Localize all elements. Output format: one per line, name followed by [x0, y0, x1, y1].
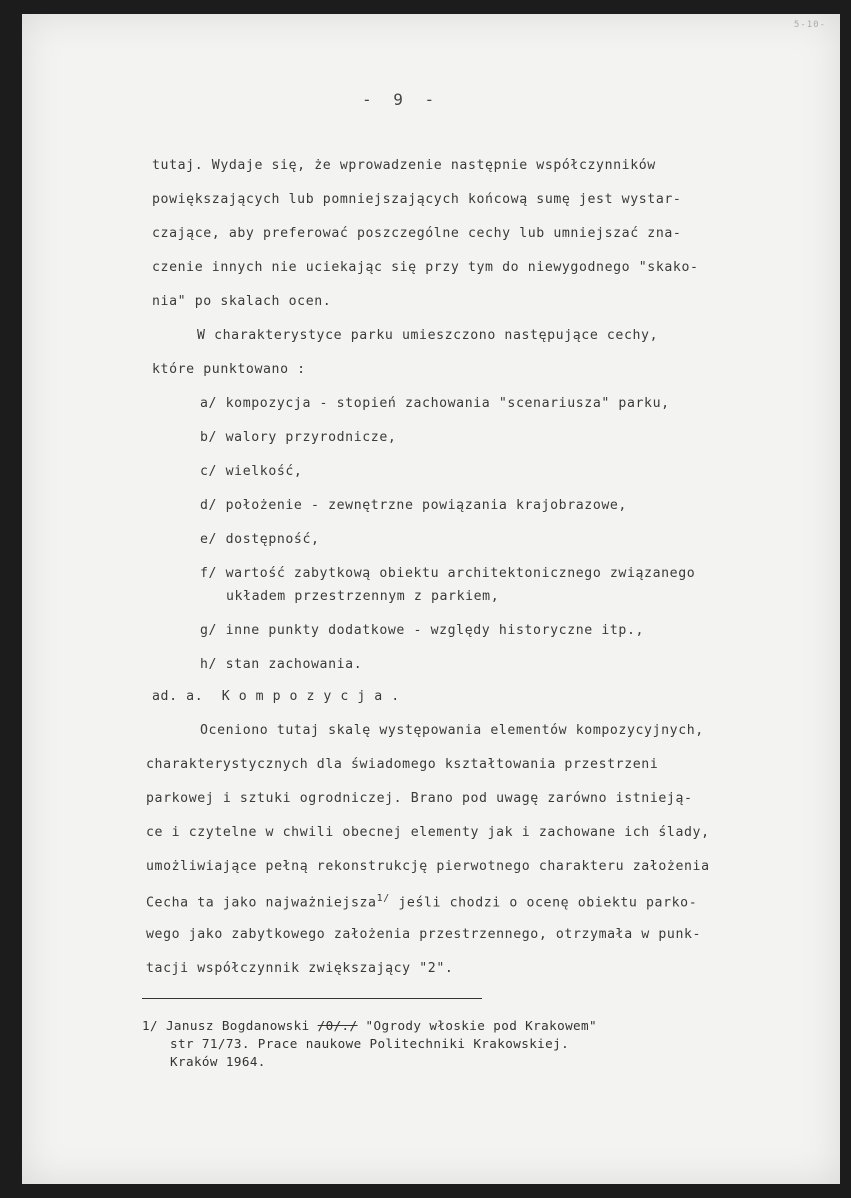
list-item-c: c/ wielkość,	[200, 464, 303, 479]
paragraph-3-line-2: charakterystycznych dla świadomego kształtowania przestrzeni	[146, 757, 659, 772]
section-heading	[152, 689, 408, 704]
footnote-reference: 1/	[376, 893, 390, 904]
paragraph-1-line-4: czenie innych nie uciekając się przy tym do niewygodnego "skako-	[152, 260, 699, 275]
paragraph-3-line-6	[146, 893, 697, 910]
footnote-line-1	[142, 1018, 597, 1033]
paragraph-1-line-5: nia" po skalach ocen.	[152, 294, 332, 309]
paragraph-2-line-2: które punktowano :	[152, 362, 306, 377]
paragraph-2-line-1: W charakterystyce parku umieszczono następujące cechy,	[197, 328, 659, 343]
section-heading-prefix: ad. a.	[152, 689, 204, 704]
list-item-a: a/ kompozycja - stopień zachowania "scenariusza" parku,	[200, 396, 670, 411]
list-item-d: d/ położenie - zewnętrzne powiązania krajobrazowe,	[200, 498, 627, 513]
footnote-divider	[142, 998, 482, 999]
paragraph-3-line-4: ce i czytelne w chwili obecnej elementy jak i zachowane ich ślady,	[146, 825, 710, 840]
paragraph-3-line-3: parkowej i sztuki ogrodniczej. Brano pod uwagę zarówno istnieją-	[146, 791, 693, 806]
list-item-b: b/ walory przyrodnicze,	[200, 430, 397, 445]
section-heading-title: Kompozycja.	[221, 689, 409, 704]
footnote-line-2: str 71/73. Prace naukowe Politechniki Krakowskiej.	[170, 1036, 570, 1051]
paragraph-3-line-7: wego jako zabytkowego założenia przestrzennego, otrzymała w punk-	[146, 927, 702, 942]
paragraph-3-line-5: umożliwiające pełną rekonstrukcję pierwotnego charakteru założenia	[146, 859, 710, 874]
paragraph-3-line-8: tacji współczynnik zwiększający "2".	[146, 961, 454, 976]
footnote-struck-text: /0/./	[317, 1018, 358, 1033]
paragraph-1-line-2: powiększających lub pomniejszających końcową sumę jest wystar-	[152, 192, 682, 207]
document-page	[22, 14, 840, 1184]
footnote-title: "Ogrody włoskie pod Krakowem"	[357, 1018, 597, 1033]
list-item-f-line-2: układem przestrzennym z parkiem,	[226, 589, 500, 604]
footnote-line-3: Kraków 1964.	[170, 1054, 266, 1069]
paragraph-3-line-6-end: jeśli chodzi o ocenę obiektu parko-	[389, 895, 698, 911]
paragraph-1-line-3: czające, aby preferować poszczególne cechy lub umniejszać zna-	[152, 226, 682, 241]
paragraph-1-line-1: tutaj. Wydaje się, że wprowadzenie następnie współczynników	[152, 158, 656, 173]
list-item-f-line-1: f/ wartość zabytkową obiektu architektonicznego związanego	[200, 566, 696, 581]
page-number: - 9 -	[362, 90, 441, 109]
paragraph-3-line-1: Oceniono tutaj skalę występowania elementów kompozycyjnych,	[200, 723, 704, 738]
footnote-author: 1/ Janusz Bogdanowski	[142, 1018, 318, 1033]
list-item-g: g/ inne punkty dodatkowe - względy historyczne itp.,	[200, 623, 645, 638]
paragraph-3-line-6-start: Cecha ta jako najważniejsza	[146, 895, 377, 911]
list-item-h: h/ stan zachowania.	[200, 657, 363, 672]
list-item-e: e/ dostępność,	[200, 532, 320, 547]
corner-mark: 5-10-	[793, 20, 826, 30]
